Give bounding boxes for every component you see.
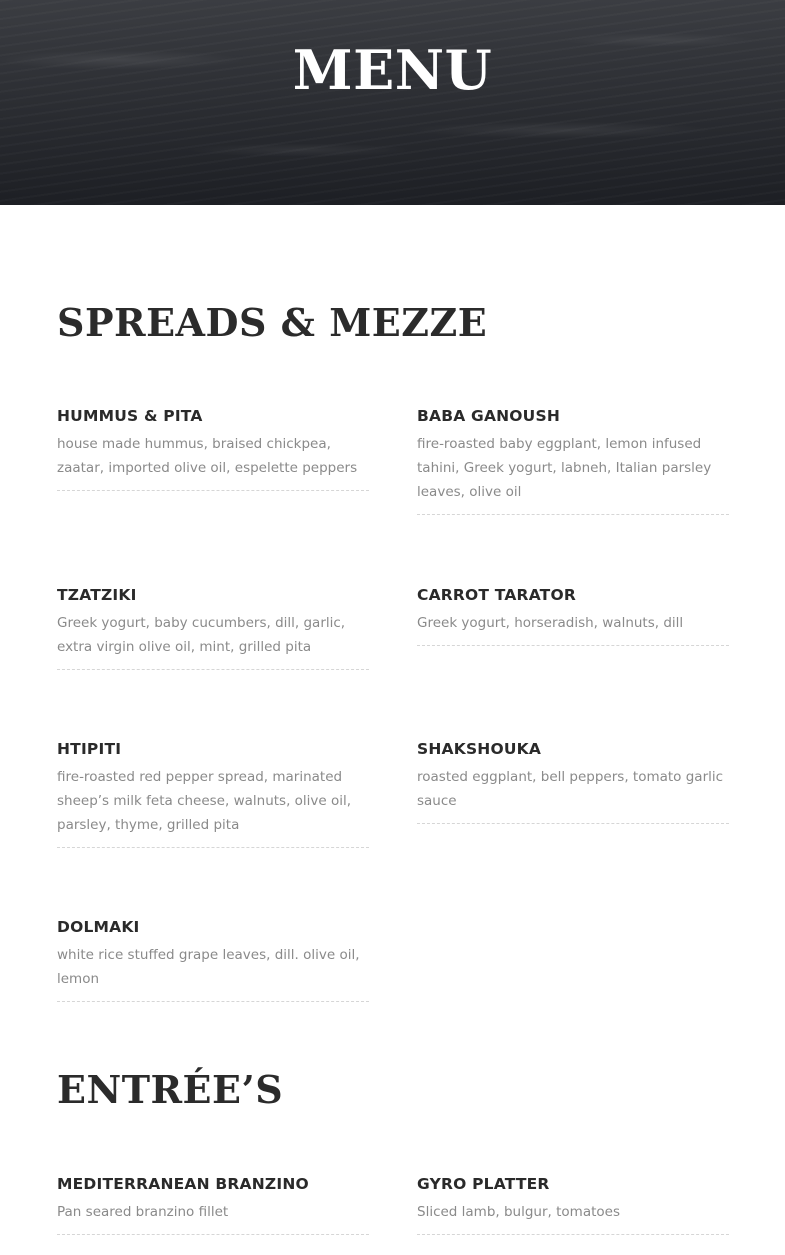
menu-item-carrot-tarator: [417, 585, 729, 646]
menu-item-hummus-pita: [57, 406, 369, 491]
menu-item-tzatziki: [57, 585, 369, 670]
menu-item-shakshouka: [417, 739, 729, 824]
menu-item-htipiti: [57, 739, 369, 848]
menu-item-description: white rice stuffed grape leaves, dill. olive oil, lemon: [57, 947, 360, 987]
section-title-spreads-mezze: SPREADS & MEZZE: [57, 300, 488, 345]
menu-item-description: Greek yogurt, horseradish, walnuts, dill: [417, 615, 684, 631]
menu-item-gyro-platter: [417, 1174, 729, 1235]
menu-item-description: house made hummus, braised chickpea, zaatar, imported olive oil, espelette peppers: [57, 436, 358, 476]
menu-item-dolmaki: [57, 917, 369, 1002]
menu-item-description: Sliced lamb, bulgur, tomatoes: [417, 1204, 620, 1220]
menu-item-name: SHAKSHOUKA: [417, 740, 542, 758]
menu-item-mediterranean-branzino: [57, 1174, 369, 1235]
menu-item-description: roasted eggplant, bell peppers, tomato garlic sauce: [417, 769, 724, 809]
menu-item-name: MEDITERRANEAN BRANZINO: [57, 1175, 309, 1193]
menu-item-description: Greek yogurt, baby cucumbers, dill, garlic, extra virgin olive oil, mint, grilled pita: [57, 615, 346, 655]
menu-item-name: CARROT TARATOR: [417, 586, 576, 604]
menu-item-name: DOLMAKI: [57, 918, 140, 936]
menu-hero-banner: [0, 0, 785, 205]
menu-item-name: TZATZIKI: [57, 586, 137, 604]
menu-item-baba-ganoush: [417, 406, 729, 515]
menu-item-name: GYRO PLATTER: [417, 1175, 550, 1193]
menu-item-description: fire-roasted baby eggplant, lemon infused tahini, Greek yogurt, labneh, Italian parsley leaves, olive oil: [417, 436, 712, 500]
menu-item-name: HUMMUS & PITA: [57, 407, 203, 425]
menu-item-description: Pan seared branzino fillet: [57, 1204, 229, 1220]
menu-item-name: BABA GANOUSH: [417, 407, 561, 425]
menu-item-description: fire-roasted red pepper spread, marinated sheep’s milk feta cheese, walnuts, olive oil, parsley, thyme, grilled pita: [57, 769, 352, 833]
section-title-entrees: ENTRÉE’S: [57, 1067, 284, 1112]
menu-item-name: HTIPITI: [57, 740, 122, 758]
page-title: MENU: [292, 38, 493, 102]
